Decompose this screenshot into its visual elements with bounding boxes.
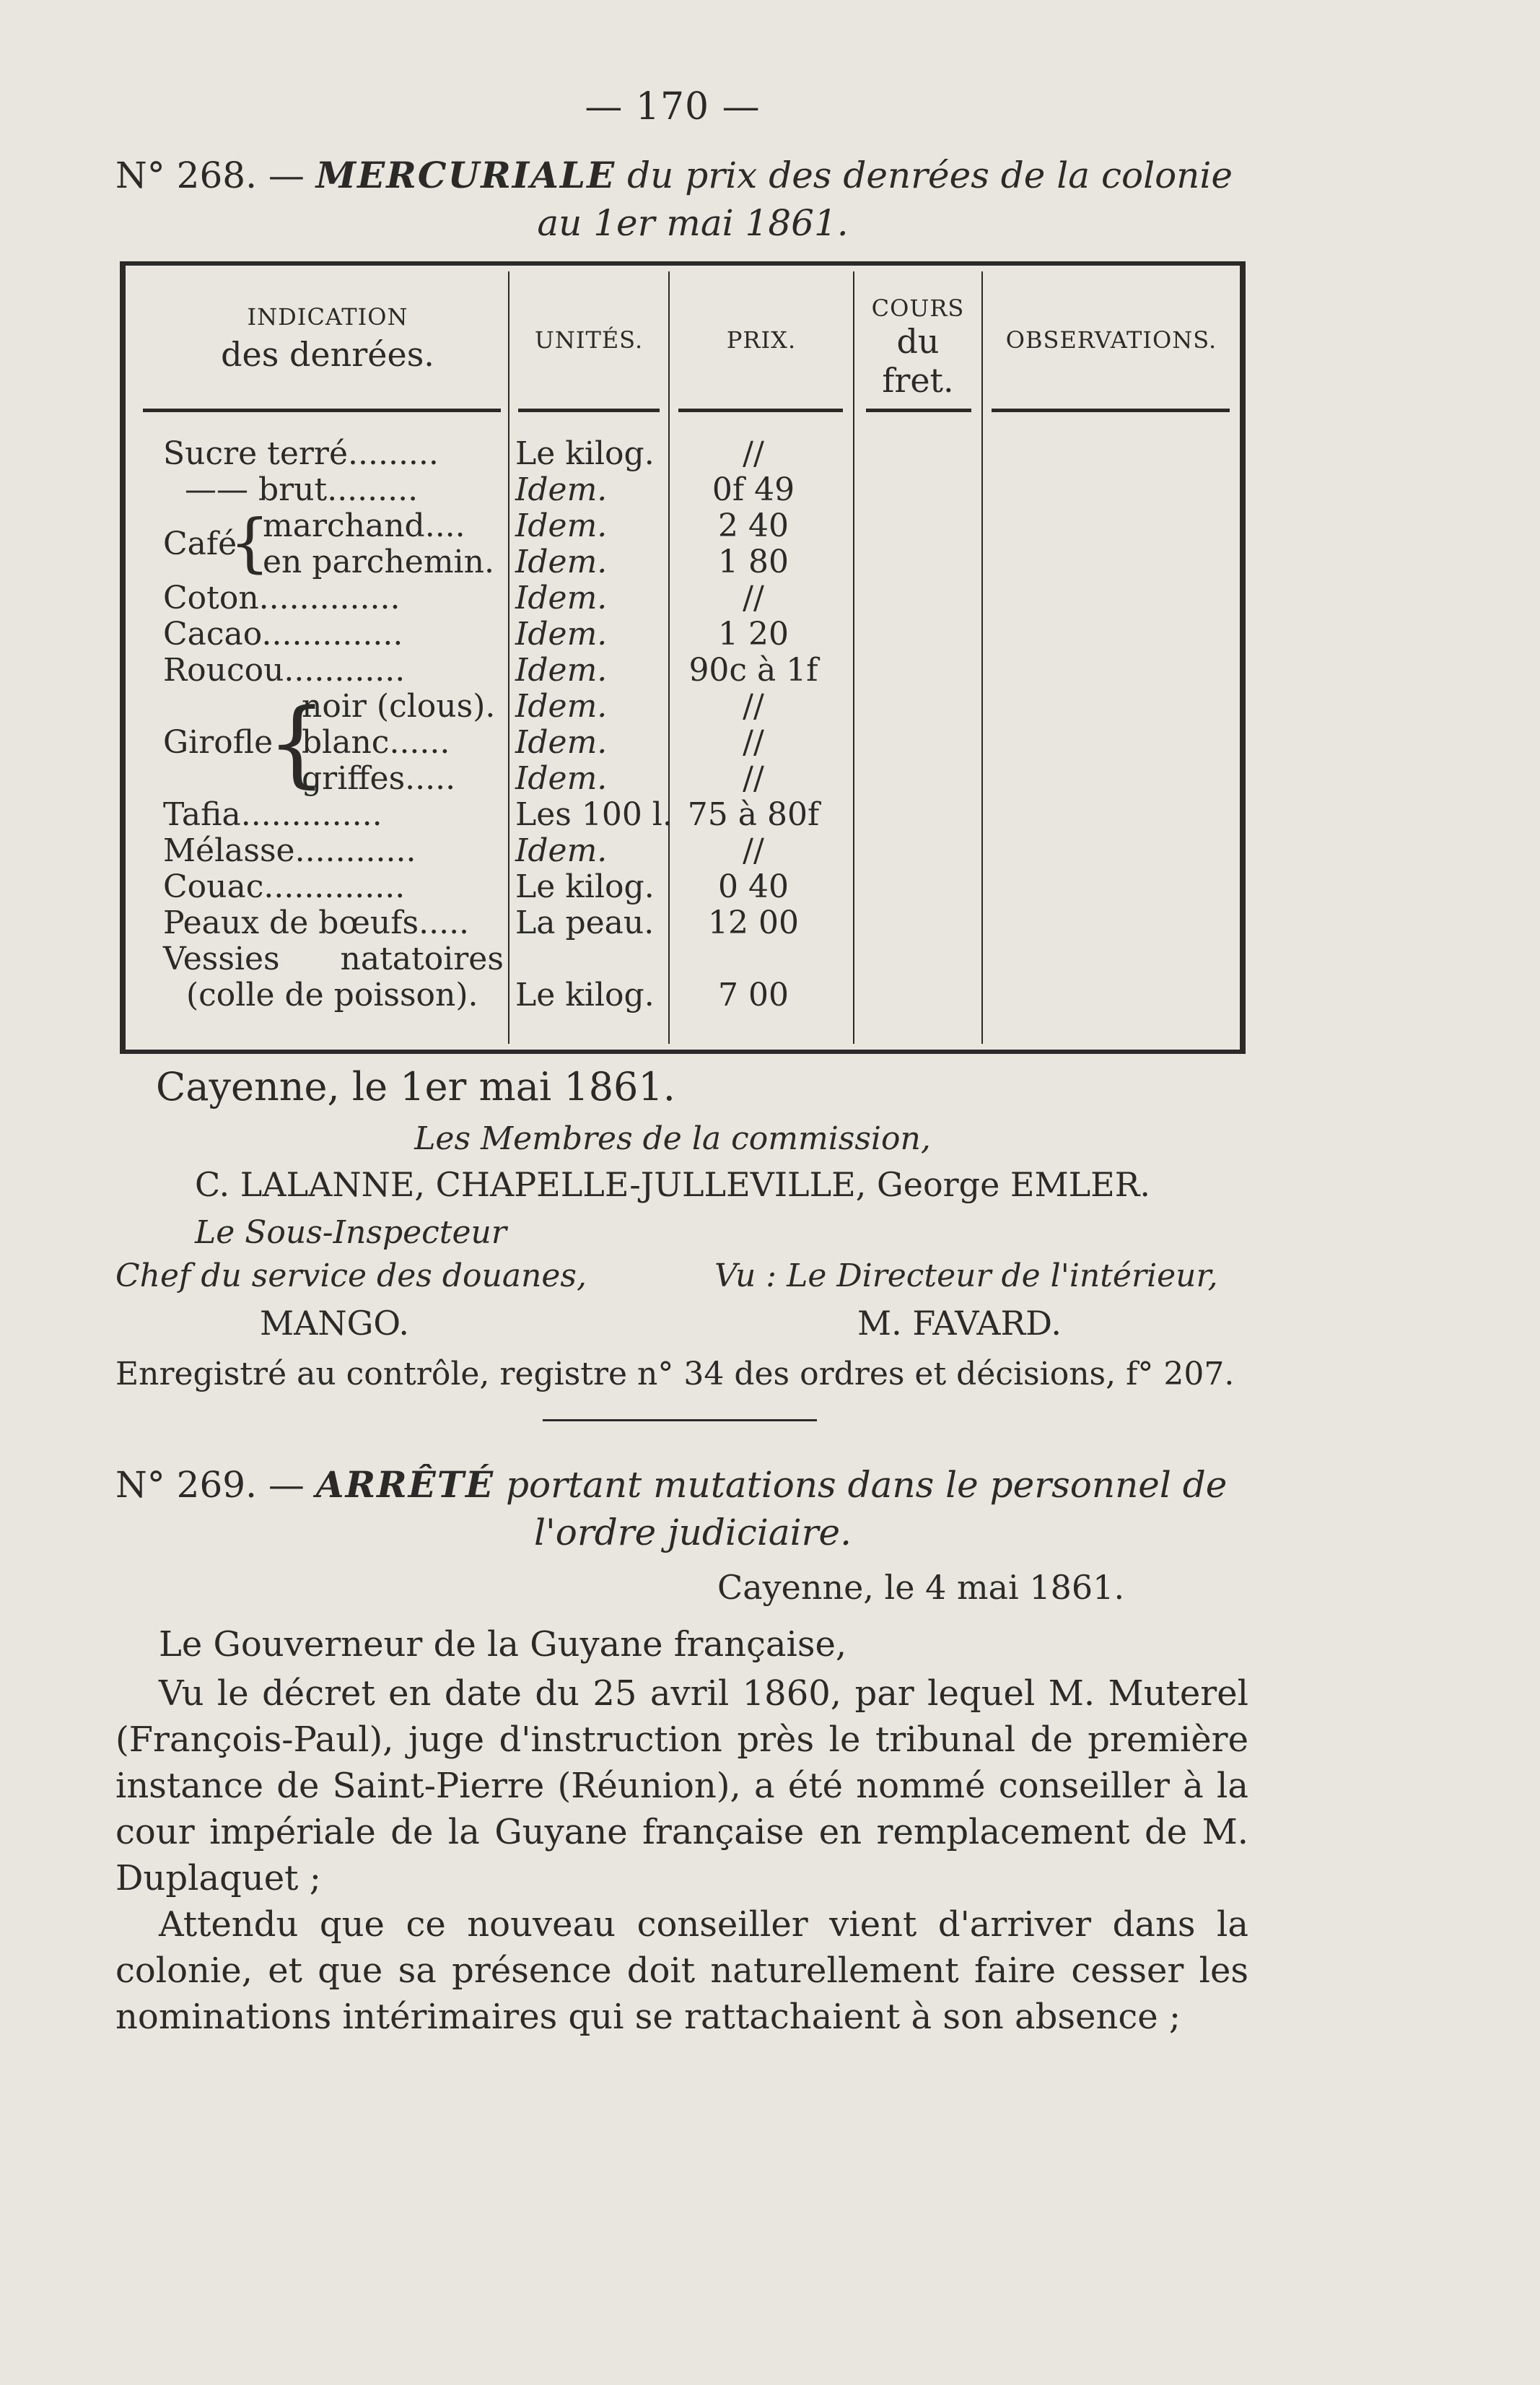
doc-269-title-bold: ARRÊTÉ <box>315 1463 495 1506</box>
row-name: Peaux de bœufs..... <box>163 904 470 941</box>
vu-directeur: Vu : Le Directeur de l'intérieur, <box>714 1257 1218 1294</box>
row-unit: Idem. <box>515 760 608 797</box>
header-observations: OBSERVATIONS. <box>1005 326 1217 354</box>
paragraph: Vu le décret en date du 25 avril 1860, par lequel M. Muterel (François-Paul), juge d'instruction près le tribunal de première instance de Saint-Pierre (Réunion), a été nommé conseiller à la cour impériale de la Guyane française en remplacement de M. Duplaquet ; <box>115 1673 1248 1898</box>
table-row <box>126 616 1240 653</box>
row-prix: 75 à 80f <box>687 796 820 833</box>
row-prix: 12 00 <box>708 904 799 941</box>
row-name: Coton.............. <box>163 580 401 616</box>
header-indication <box>154 303 501 374</box>
doc-269-date: Cayenne, le 4 mai 1861. <box>717 1568 1125 1607</box>
row-prix: 1 20 <box>718 616 789 653</box>
row-prix: 0f 49 <box>712 471 795 508</box>
row-unit: Idem. <box>515 724 608 761</box>
header-cours-3: fret. <box>882 361 954 400</box>
row-prix: 90c à 1f <box>688 652 818 689</box>
header-rule <box>678 409 843 412</box>
row-prix: // <box>743 688 764 725</box>
doc-268-title-bold: MERCURIALE <box>315 154 616 196</box>
table-row <box>126 580 1240 616</box>
group-label: Café <box>163 526 237 562</box>
place-date: Cayenne, le 1er mai 1861. <box>156 1064 675 1109</box>
row-name: Mélasse............ <box>163 832 416 869</box>
table-row <box>126 436 1240 472</box>
row-prix: // <box>743 832 764 869</box>
table-row <box>126 472 1240 508</box>
row-name: Couac.............. <box>163 868 406 905</box>
signer-favard: M. FAVARD. <box>857 1304 1062 1343</box>
header-indication-1: INDICATION <box>247 303 408 331</box>
table-row <box>126 653 1240 689</box>
row-prix: // <box>743 580 764 616</box>
row-unit: Idem. <box>515 471 608 508</box>
header-cours-2: du <box>896 322 940 361</box>
table-row <box>126 689 1240 725</box>
table-row <box>126 869 1240 905</box>
doc-268-title-rest: du prix des denrées de la colonie <box>627 154 1233 196</box>
doc-269-title-line2: l'ordre judiciaire. <box>533 1512 852 1553</box>
doc-269-heading <box>115 1461 1270 1556</box>
row-prix: 2 40 <box>718 507 789 544</box>
doc-268-title-line2: au 1er mai 1861. <box>537 202 849 244</box>
row-name: —— brut......... <box>185 471 419 508</box>
row-name: Roucou............ <box>163 652 406 689</box>
header-indication-2: des denrées. <box>221 335 434 374</box>
row-name: griffes..... <box>302 760 456 797</box>
row-unit: Idem. <box>515 652 608 689</box>
doc-269-title-rest: portant mutations dans le personnel de <box>506 1464 1228 1506</box>
table-row <box>126 833 1240 869</box>
table-row <box>126 797 1240 833</box>
signer-mango: MANGO. <box>260 1304 409 1343</box>
table-row <box>126 761 1240 797</box>
doc-269-number: N° 269. — <box>115 1464 305 1506</box>
page-number: — 170 — <box>585 85 761 128</box>
sous-inspecteur: Le Sous-Inspecteur <box>195 1214 507 1251</box>
table-row <box>126 977 1240 1013</box>
row-name: en parchemin. <box>263 544 494 580</box>
row-prix: 1 80 <box>718 544 789 580</box>
table-row <box>126 941 1240 977</box>
paragraph: Attendu que ce nouveau conseiller vient d'arriver dans la colonie, et que sa présence doit naturellement faire cesser les nominations intérimaires qui se rattachaient à son absence ; <box>115 1904 1248 2037</box>
row-prix: // <box>743 760 764 797</box>
header-cours-1: COURS <box>871 295 965 322</box>
header-rule <box>992 409 1230 412</box>
row-unit: Idem. <box>515 688 608 725</box>
doc-268-number: N° 268. — <box>115 154 305 196</box>
row-unit: Le kilog. <box>515 977 655 1013</box>
row-unit: Idem. <box>515 832 608 869</box>
row-name: Cacao.............. <box>163 616 403 653</box>
header-unites: UNITÉS. <box>534 326 644 354</box>
group-label: Girofle <box>163 724 274 761</box>
header-cours <box>854 295 981 400</box>
doc-268-heading <box>115 152 1270 247</box>
row-unit: La peau. <box>515 904 655 941</box>
header-rule <box>143 409 501 412</box>
table-row <box>126 905 1240 941</box>
row-name: blanc...... <box>302 724 450 761</box>
row-unit: Les 100 l. <box>515 796 673 833</box>
row-prix: // <box>743 724 764 761</box>
brace-icon: { <box>229 505 270 580</box>
row-name: (colle de poisson). <box>186 977 478 1013</box>
header-rule <box>518 409 660 412</box>
row-unit: Idem. <box>515 616 608 653</box>
row-unit: Idem. <box>515 580 608 616</box>
row-unit: Idem. <box>515 544 608 580</box>
row-name: marchand.... <box>263 507 465 544</box>
table-row <box>126 725 1240 761</box>
table-row <box>126 544 1240 580</box>
row-prix: 0 40 <box>718 868 789 905</box>
col-divider <box>1240 271 1241 1044</box>
members-label: Les Membres de la commission, <box>414 1120 931 1157</box>
paragraph: Le Gouverneur de la Guyane française, <box>159 1624 847 1665</box>
row-name: noir (clous). <box>302 688 496 725</box>
section-divider <box>543 1419 817 1421</box>
row-name: Tafia.............. <box>163 796 382 833</box>
enregistre-note: Enregistré au contrôle, registre n° 34 des ordres et décisions, f° 207. <box>115 1356 1235 1392</box>
row-prix: 7 00 <box>718 977 789 1013</box>
header-prix: PRIX. <box>726 326 797 354</box>
row-name: Vessies natatoires <box>163 941 504 977</box>
header-rule <box>866 409 971 412</box>
row-name: Sucre terré......... <box>163 435 439 472</box>
table-row <box>126 508 1240 544</box>
row-unit: Le kilog. <box>515 435 655 472</box>
mercuriale-table <box>120 261 1246 1054</box>
row-unit: Idem. <box>515 507 608 544</box>
row-prix: // <box>743 435 764 472</box>
brace-icon: { <box>267 688 327 798</box>
row-unit: Le kilog. <box>515 868 655 905</box>
chef-service: Chef du service des douanes, <box>115 1257 587 1294</box>
members-names: C. LALANNE, CHAPELLE-JULLEVILLE, George EMLER. <box>195 1165 1150 1204</box>
